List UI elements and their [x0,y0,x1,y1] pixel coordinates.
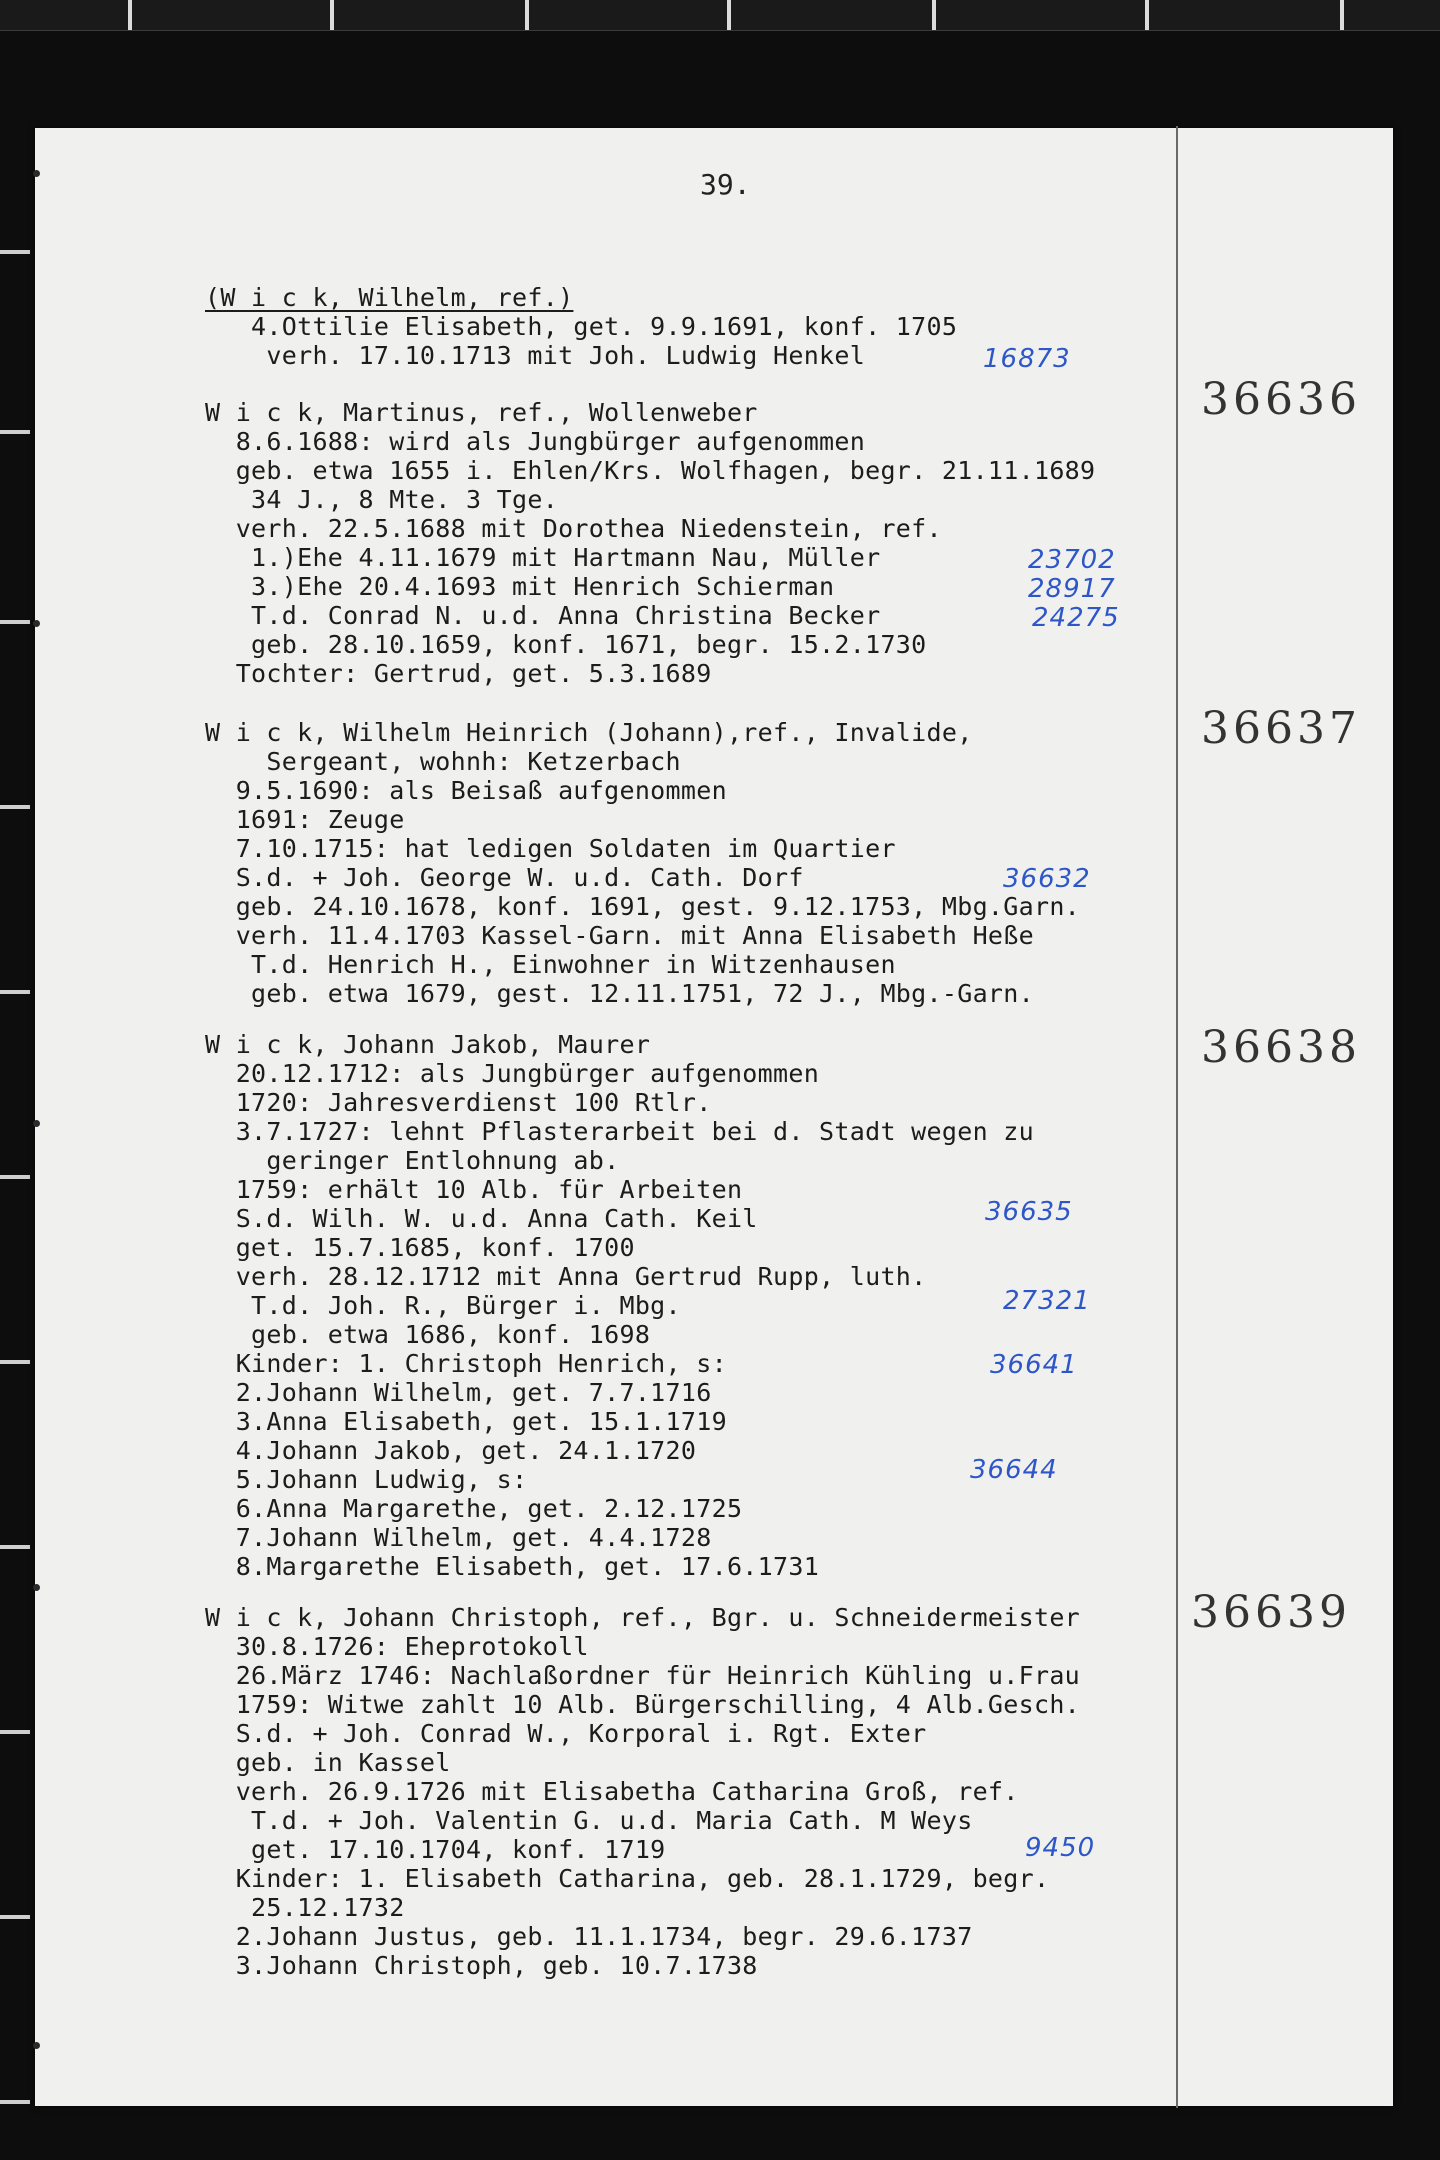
entry-line: T.d. Joh. R., Bürger i. Mbg. [205,1291,681,1320]
film-tick [128,0,132,30]
entry-line: geb. etwa 1679, gest. 12.11.1751, 72 J., Mbg.-Garn. [205,979,1034,1008]
entry-line: 25.12.1732 [205,1893,405,1922]
entry-line: 3.Anna Elisabeth, get. 15.1.1719 [205,1407,727,1436]
handwritten-reference: 27321 [1003,1286,1091,1316]
handwritten-reference: 16873 [983,344,1071,374]
entry-line: 2.Johann Justus, geb. 11.1.1734, begr. 29.6.1737 [205,1922,973,1951]
film-tick [932,0,936,30]
punch-hole [33,620,40,627]
entry-line: Tochter: Gertrud, get. 5.3.1689 [205,659,712,688]
entry-line: S.d. Wilh. W. u.d. Anna Cath. Keil [205,1204,758,1233]
film-edge-tick [0,990,30,994]
entry-line: Sergeant, wohnh: Ketzerbach [205,747,681,776]
card-number: 36638 [1201,1022,1361,1073]
entry-line: Kinder: 1. Elisabeth Catharina, geb. 28.1.1729, begr. [205,1864,1050,1893]
entry-line: get. 15.7.1685, konf. 1700 [205,1233,635,1262]
film-tick [1145,0,1149,30]
entry-line: 8.6.1688: wird als Jungbürger aufgenommen [205,427,866,456]
card-number: 36637 [1201,703,1361,754]
card-number: 36639 [1191,1587,1351,1638]
entry-line: geringer Entlohnung ab. [205,1146,620,1175]
entry-line: 4.Johann Jakob, get. 24.1.1720 [205,1436,697,1465]
entry-heading: W i c k, Martinus, ref., Wollenweber [205,398,758,427]
entry-line: 20.12.1712: als Jungbürger aufgenommen [205,1059,820,1088]
entry-line: T.d. Conrad N. u.d. Anna Christina Becker [205,601,881,630]
entry-line: 30.8.1726: Eheprotokoll [205,1632,589,1661]
punch-hole [33,1120,40,1127]
entry-line: 1720: Jahresverdienst 100 Rtlr. [205,1088,712,1117]
entry-line: 7.Johann Wilhelm, get. 4.4.1728 [205,1523,712,1552]
handwritten-reference: 36635 [985,1197,1073,1227]
entry-line: verh. 28.12.1712 mit Anna Gertrud Rupp, luth. [205,1262,927,1291]
entry-line: S.d. + Joh. Conrad W., Korporal i. Rgt. Exter [205,1719,927,1748]
entry-line: geb. 24.10.1678, konf. 1691, gest. 9.12.1753, Mbg.Garn. [205,892,1081,921]
entry-line: 8.Margarethe Elisabeth, get. 17.6.1731 [205,1552,820,1581]
handwritten-reference: 36632 [1003,864,1091,894]
handwritten-reference: 23702 [1028,545,1116,575]
entry-line: 5.Johann Ludwig, s: [205,1465,528,1494]
film-edge-tick [0,1730,30,1734]
entry-heading: (W i c k, Wilhelm, ref.) [205,283,574,312]
entry-line: 1759: Witwe zahlt 10 Alb. Bürgerschilling, 4 Alb.Gesch. [205,1690,1081,1719]
entry-line: 2.Johann Wilhelm, get. 7.7.1716 [205,1378,712,1407]
entry-line: geb. etwa 1655 i. Ehlen/Krs. Wolfhagen, begr. 21.11.1689 [205,456,1096,485]
entry-line: get. 17.10.1704, konf. 1719 [205,1835,666,1864]
entry-line: 4.Ottilie Elisabeth, get. 9.9.1691, konf. 1705 [205,312,958,341]
entry-line: verh. 26.9.1726 mit Elisabetha Catharina Groß, ref. [205,1777,1019,1806]
film-tick [525,0,529,30]
page-number: 39. [700,168,751,201]
handwritten-reference: 9450 [1025,1833,1096,1863]
film-edge-tick [0,620,30,624]
entry-line: geb. etwa 1686, konf. 1698 [205,1320,651,1349]
film-edge-tick [0,2100,30,2104]
punch-hole [33,170,40,177]
film-edge-tick [0,1175,30,1179]
entry-line: 34 J., 8 Mte. 3 Tge. [205,485,559,514]
entry-line: geb. 28.10.1659, konf. 1671, begr. 15.2.1730 [205,630,927,659]
entry-heading: W i c k, Johann Jakob, Maurer [205,1030,651,1059]
entry-line: 1759: erhält 10 Alb. für Arbeiten [205,1175,743,1204]
entry-line: verh. 17.10.1713 mit Joh. Ludwig Henkel [205,341,866,370]
entry-line: S.d. + Joh. George W. u.d. Cath. Dorf [205,863,804,892]
entry-heading: W i c k, Wilhelm Heinrich (Johann),ref., Invalide, [205,718,973,747]
entry-line: 1.)Ehe 4.11.1679 mit Hartmann Nau, Müller [205,543,881,572]
entry-line: geb. in Kassel [205,1748,451,1777]
card-number: 36636 [1201,374,1361,425]
film-tick [1340,0,1344,30]
film-edge-tick [0,250,30,254]
entry-line: Kinder: 1. Christoph Henrich, s: [205,1349,727,1378]
entry-line: 3.7.1727: lehnt Pflasterarbeit bei d. Stadt wegen zu [205,1117,1034,1146]
entry-line: 3.)Ehe 20.4.1693 mit Henrich Schierman [205,572,835,601]
film-edge-tick [0,1360,30,1364]
film-edge-tick [0,430,30,434]
entry-line: 6.Anna Margarethe, get. 2.12.1725 [205,1494,743,1523]
entry-line: verh. 11.4.1703 Kassel-Garn. mit Anna Elisabeth Heße [205,921,1034,950]
entry-line: 1691: Zeuge [205,805,405,834]
microfilm-top-strip [0,0,1440,31]
film-tick [330,0,334,30]
handwritten-reference: 28917 [1028,574,1116,604]
margin-rule [1176,126,1178,2108]
handwritten-reference: 36641 [990,1350,1078,1380]
entry-line: 26.März 1746: Nachlaßordner für Heinrich Kühling u.Frau [205,1661,1081,1690]
entry-line: T.d. + Joh. Valentin G. u.d. Maria Cath. M Weys [205,1806,973,1835]
punch-hole [33,1584,40,1591]
entry-heading: W i c k, Johann Christoph, ref., Bgr. u. Schneidermeister [205,1603,1081,1632]
entry-line: 7.10.1715: hat ledigen Soldaten im Quartier [205,834,896,863]
film-edge-tick [0,1915,30,1919]
punch-hole [33,2042,40,2049]
entry-line: 3.Johann Christoph, geb. 10.7.1738 [205,1951,758,1980]
entry-line: T.d. Henrich H., Einwohner in Witzenhausen [205,950,896,979]
handwritten-reference: 36644 [970,1455,1058,1485]
film-edge-tick [0,805,30,809]
entry-line: 9.5.1690: als Beisaß aufgenommen [205,776,727,805]
film-tick [727,0,731,30]
entry-line: verh. 22.5.1688 mit Dorothea Niedenstein, ref. [205,514,942,543]
film-edge-tick [0,1545,30,1549]
handwritten-reference: 24275 [1032,603,1120,633]
